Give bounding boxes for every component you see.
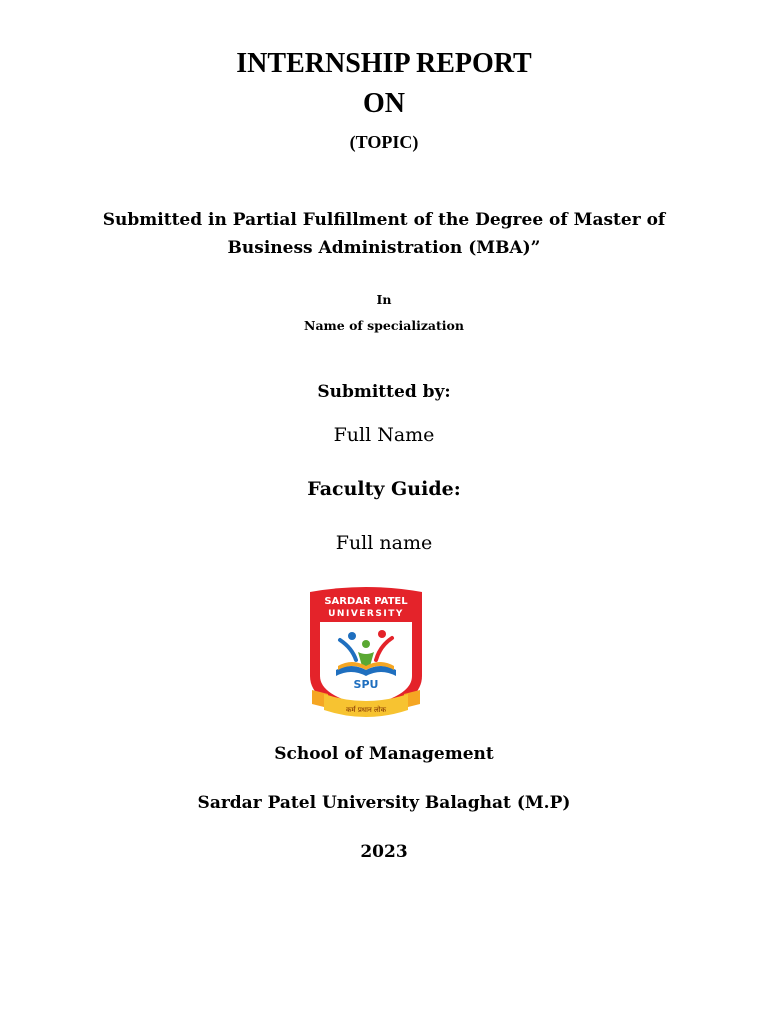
student-name: Full Name [333,424,435,446]
report-title-on: ON [363,88,405,119]
faculty-guide-name: Full name [335,532,433,554]
report-title: INTERNSHIP REPORT [236,48,532,79]
report-year: 2023 [360,842,408,862]
submission-statement-line2: Business Administration (MBA)” [227,238,541,258]
logo-text-line2: UNIVERSITY [328,609,404,619]
logo-text-line1: SARDAR PATEL [324,596,408,607]
logo-motto: कर्म प्रधान लोक [346,706,386,714]
in-label: In [376,292,392,307]
university-logo [306,584,426,724]
submitted-by-label: Submitted by: [317,382,451,402]
faculty-guide-label: Faculty Guide: [307,478,461,500]
university-name: Sardar Patel University Balaghat (M.P) [197,793,571,813]
logo-abbr: SPU [353,678,379,691]
school-name: School of Management [274,744,494,764]
topic-placeholder: (TOPIC) [349,132,419,152]
submission-statement-line1: Submitted in Partial Fulfillment of the Degree of Master of [102,210,666,230]
specialization-placeholder: Name of specialization [304,318,464,333]
